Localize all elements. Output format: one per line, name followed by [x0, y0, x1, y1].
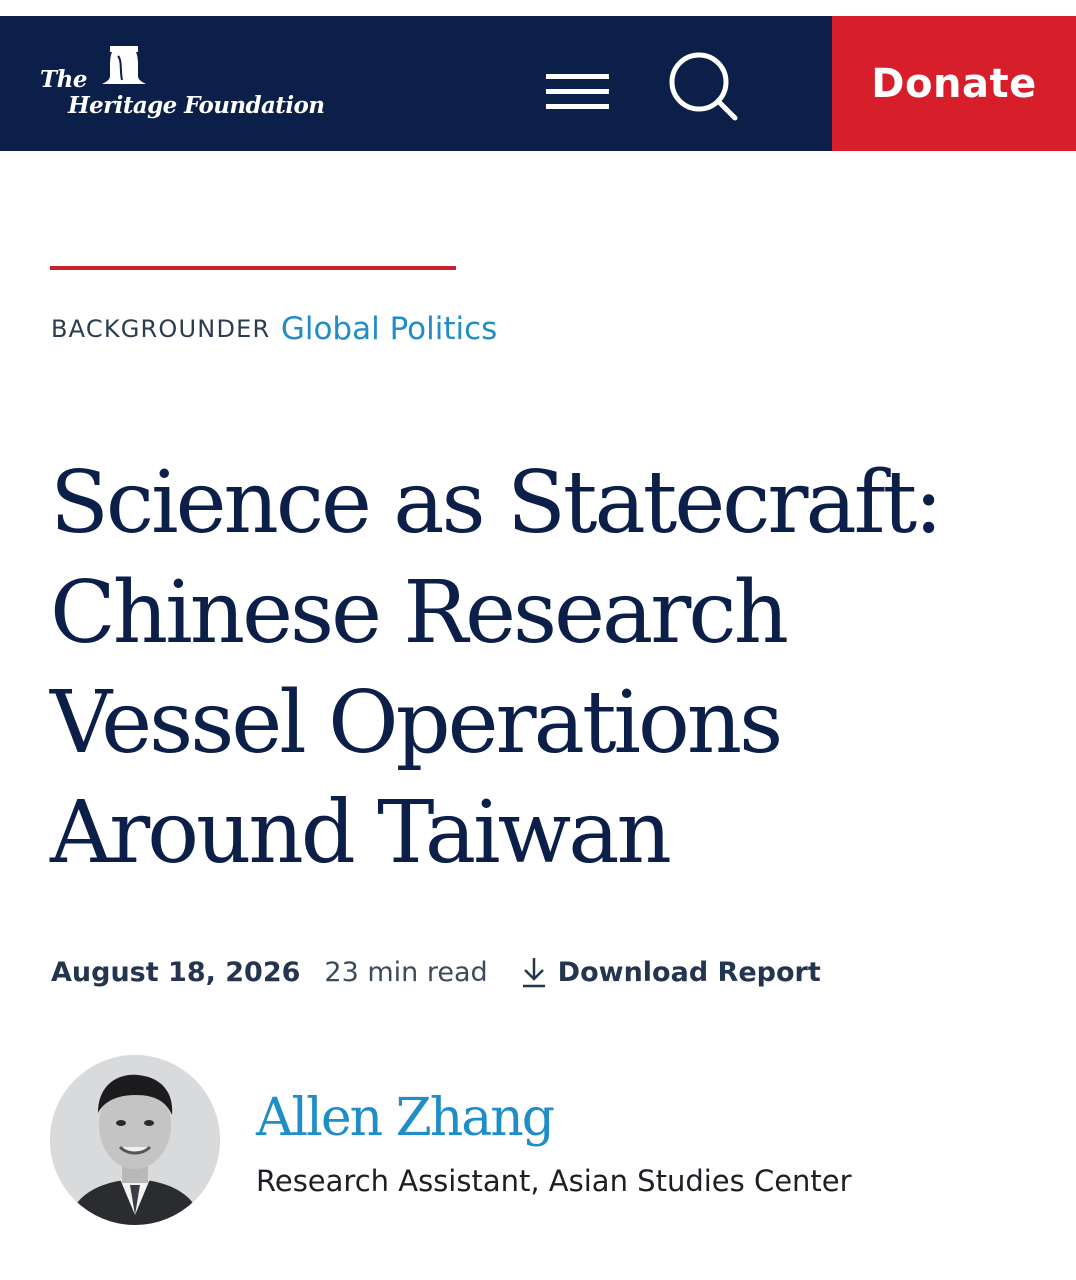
author-role: Research Assistant, Asian Studies Center: [256, 1164, 852, 1198]
donate-button[interactable]: Donate: [832, 16, 1076, 151]
search-icon[interactable]: [665, 48, 741, 124]
topic-link[interactable]: Global Politics: [280, 311, 498, 347]
hamburger-menu-icon: [546, 104, 609, 109]
download-report-label: Download Report: [557, 956, 821, 988]
article-meta: [51, 952, 821, 992]
read-time: 23 min read: [324, 956, 488, 988]
heritage-foundation-logo[interactable]: [38, 44, 328, 124]
download-icon: [520, 955, 548, 989]
hamburger-menu-icon: [546, 89, 609, 94]
logo-text-the: The: [40, 66, 87, 93]
hamburger-menu-icon: [546, 74, 609, 79]
article-title: Science as Statecraft: Chinese Research Vessel Operations Around Taiwan: [50, 453, 941, 883]
article-kicker: [51, 311, 497, 347]
liberty-bell-icon: [98, 44, 146, 92]
author-photo: [50, 1055, 220, 1225]
logo-text-name: Heritage Foundation: [68, 92, 325, 119]
download-report-link[interactable]: [520, 955, 821, 989]
publish-date: August 18, 2026: [51, 956, 301, 988]
accent-rule: [50, 266, 456, 270]
author-avatar[interactable]: [50, 1055, 220, 1225]
site-header: [0, 16, 1076, 151]
menu-button[interactable]: [543, 59, 611, 111]
article-type-label: BACKGROUNDER: [51, 315, 271, 343]
author-name-link[interactable]: Allen Zhang: [256, 1088, 554, 1148]
